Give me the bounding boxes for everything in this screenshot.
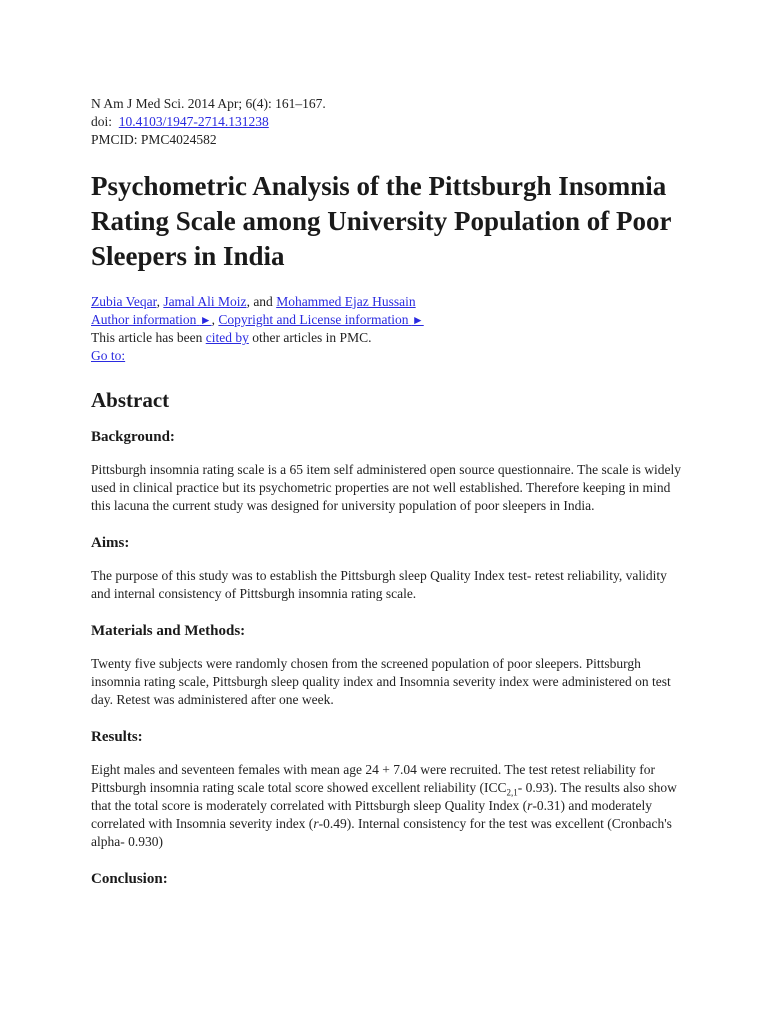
results-part-2: - 0.93). The results also show that the total score is moderately correlated with Pittsburgh sleep Quality Index ( [91,780,677,813]
results-text [91,761,681,851]
cited-by-link[interactable]: cited by [205,330,249,345]
results-part-4: -0.49). Internal consistency for the test was excellent (Cronbach's alpha- 0.930) [91,816,672,849]
triangle-right-icon: ► [199,313,212,327]
methods-section [91,621,691,709]
author-information-link[interactable] [91,312,212,327]
goto-link[interactable]: Go to: [91,348,126,363]
author-link-veqar[interactable]: Zubia Veqar [91,294,157,309]
results-part-1: Eight males and seventeen females with mean age 24 + 7.04 were recruited. The test retest reliability for Pittsburgh insomnia rating scale total score showed excellent reliability (ICC [91,762,656,795]
icc-subscript: 2,1 [506,787,518,798]
methods-text: Twenty five subjects were randomly chosen from the screened population of poor sleepers. Pittsburgh insomnia rating scale, Pittsburgh sleep quality index and Insomnia severity index were administered on test day. Retest was administered after one week. [91,656,671,707]
aims-text: The purpose of this study was to establish the Pittsburgh sleep Quality Index test- retest reliability, validity and internal consistency of Pittsburgh insomnia rating scale. [91,568,667,601]
results-section [91,727,691,851]
cited-prefix: This article has been [91,330,206,345]
methods-heading: Materials and Methods: [91,623,246,639]
r-symbol: r [527,798,533,813]
background-text: Pittsburgh insomnia rating scale is a 65 item self administered open source questionnaire. The scale is widely used in clinical practice but its psychometric properties are not well established. Therefore keeping in mind this lacuna the current study was designed for university population of poor sleepers in India. [91,462,681,513]
article-title: Psychometric Analysis of the Pittsburgh Insomnia Rating Scale among University Population of Poor Sleepers in India [91,171,671,271]
authors-block [91,293,691,365]
article-page [91,95,691,903]
pmcid: PMCID: PMC4024582 [91,132,217,147]
author-link-hussain[interactable]: Mohammed Ejaz Hussain [276,294,416,309]
background-heading: Background: [91,429,175,445]
journal-citation: N Am J Med Sci. 2014 Apr; 6(4): 161–167. [91,96,326,111]
info-links [91,311,691,329]
doi-link[interactable]: 10.4103/1947-2714.131238 [118,114,269,129]
doi-line [91,113,691,131]
results-heading: Results: [91,729,143,745]
author-link-moiz[interactable]: Jamal Ali Moiz [163,294,247,309]
r-symbol: r [313,816,319,831]
aims-section [91,533,691,603]
doi-label: doi: [91,114,113,129]
author-list [91,293,691,311]
triangle-right-icon: ► [411,313,424,327]
results-part-3: -0.31) and moderately correlated with Insomnia severity index ( [91,798,652,831]
background-section [91,427,691,515]
conclusion-heading: Conclusion: [91,871,168,887]
goto-line [91,347,691,365]
author-information-label: Author information [91,312,197,327]
conclusion-section [91,869,691,889]
author-separator: , [156,294,164,309]
cited-suffix: other articles in PMC. [248,330,372,345]
aims-heading: Aims: [91,535,130,551]
abstract-heading: Abstract [91,388,170,412]
citation-block [91,95,691,149]
info-separator: , [211,312,219,327]
copyright-license-link[interactable] [218,312,423,327]
author-separator: , and [246,294,277,309]
cited-by-line [91,329,691,347]
copyright-license-label: Copyright and License information [218,312,409,327]
